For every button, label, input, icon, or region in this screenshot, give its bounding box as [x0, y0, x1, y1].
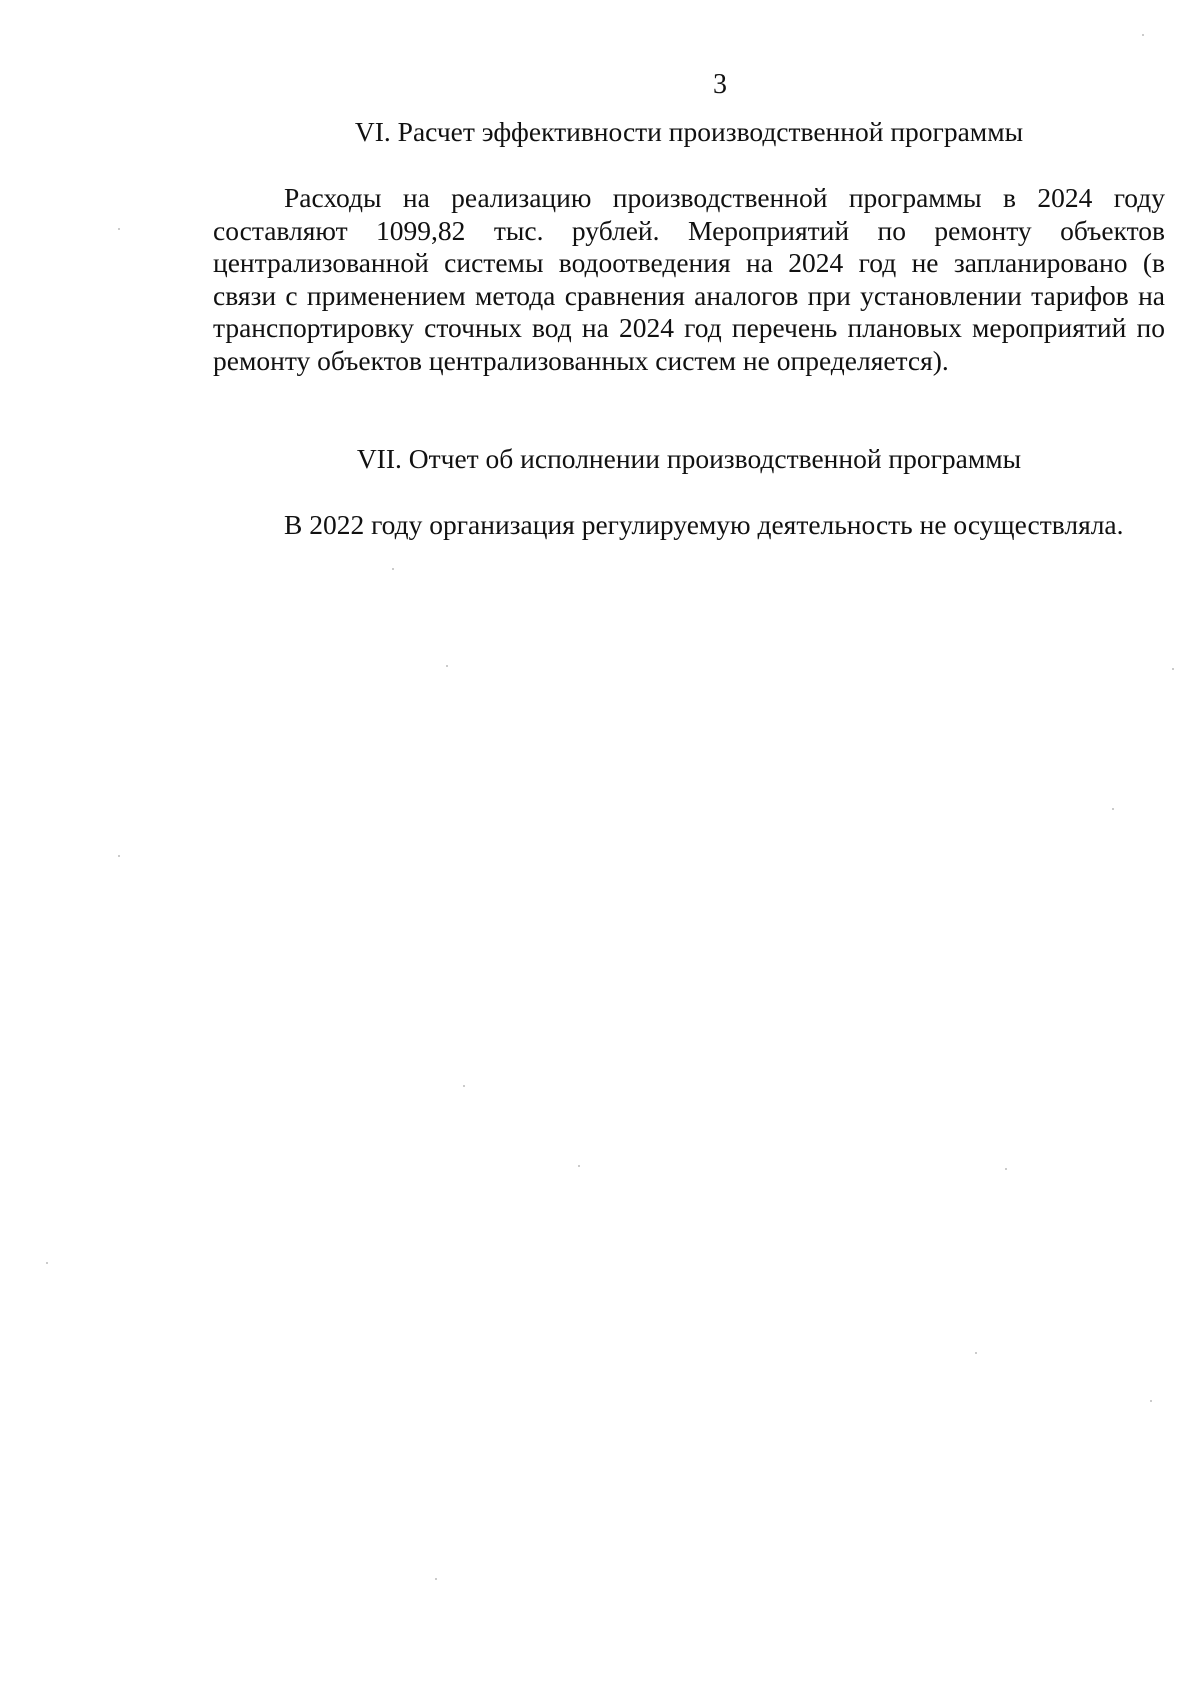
- scan-speck: [118, 228, 120, 230]
- scan-speck: [1112, 808, 1114, 810]
- scan-speck: [1005, 1168, 1007, 1170]
- section-6-paragraph: Расходы на реализацию производственной программы в 2024 году составляют 1099,82 тыс. рублей. Мероприятий по ремонту объектов централизованной системы водоотведения на 2024 год не запланировано (в связи с применением метода сравнения аналогов при установлении тарифов на транспортировку сточных вод на 2024 год перечень плановых мероприятий по ремонту объектов централизованных систем не определяется).: [213, 182, 1165, 376]
- section-7-paragraph: В 2022 году организация регулируемую деятельность не осуществляла.: [284, 509, 1124, 540]
- page-number: 3: [713, 69, 727, 100]
- section-7-heading: VII. Отчет об исполнении производственной программы: [356, 443, 1022, 474]
- scan-speck: [435, 1578, 437, 1580]
- scan-speck: [46, 1262, 48, 1264]
- scan-speck: [975, 1352, 977, 1354]
- section-6-heading: VI. Расчет эффективности производственной программы: [354, 116, 1024, 147]
- scan-speck: [1172, 668, 1174, 670]
- scan-speck: [578, 1165, 580, 1167]
- scan-speck: [446, 665, 448, 667]
- scan-speck: [463, 1085, 465, 1087]
- scan-speck: [392, 568, 394, 570]
- scan-speck: [1150, 1400, 1152, 1402]
- scan-speck: [1142, 34, 1144, 36]
- scan-speck: [118, 855, 120, 857]
